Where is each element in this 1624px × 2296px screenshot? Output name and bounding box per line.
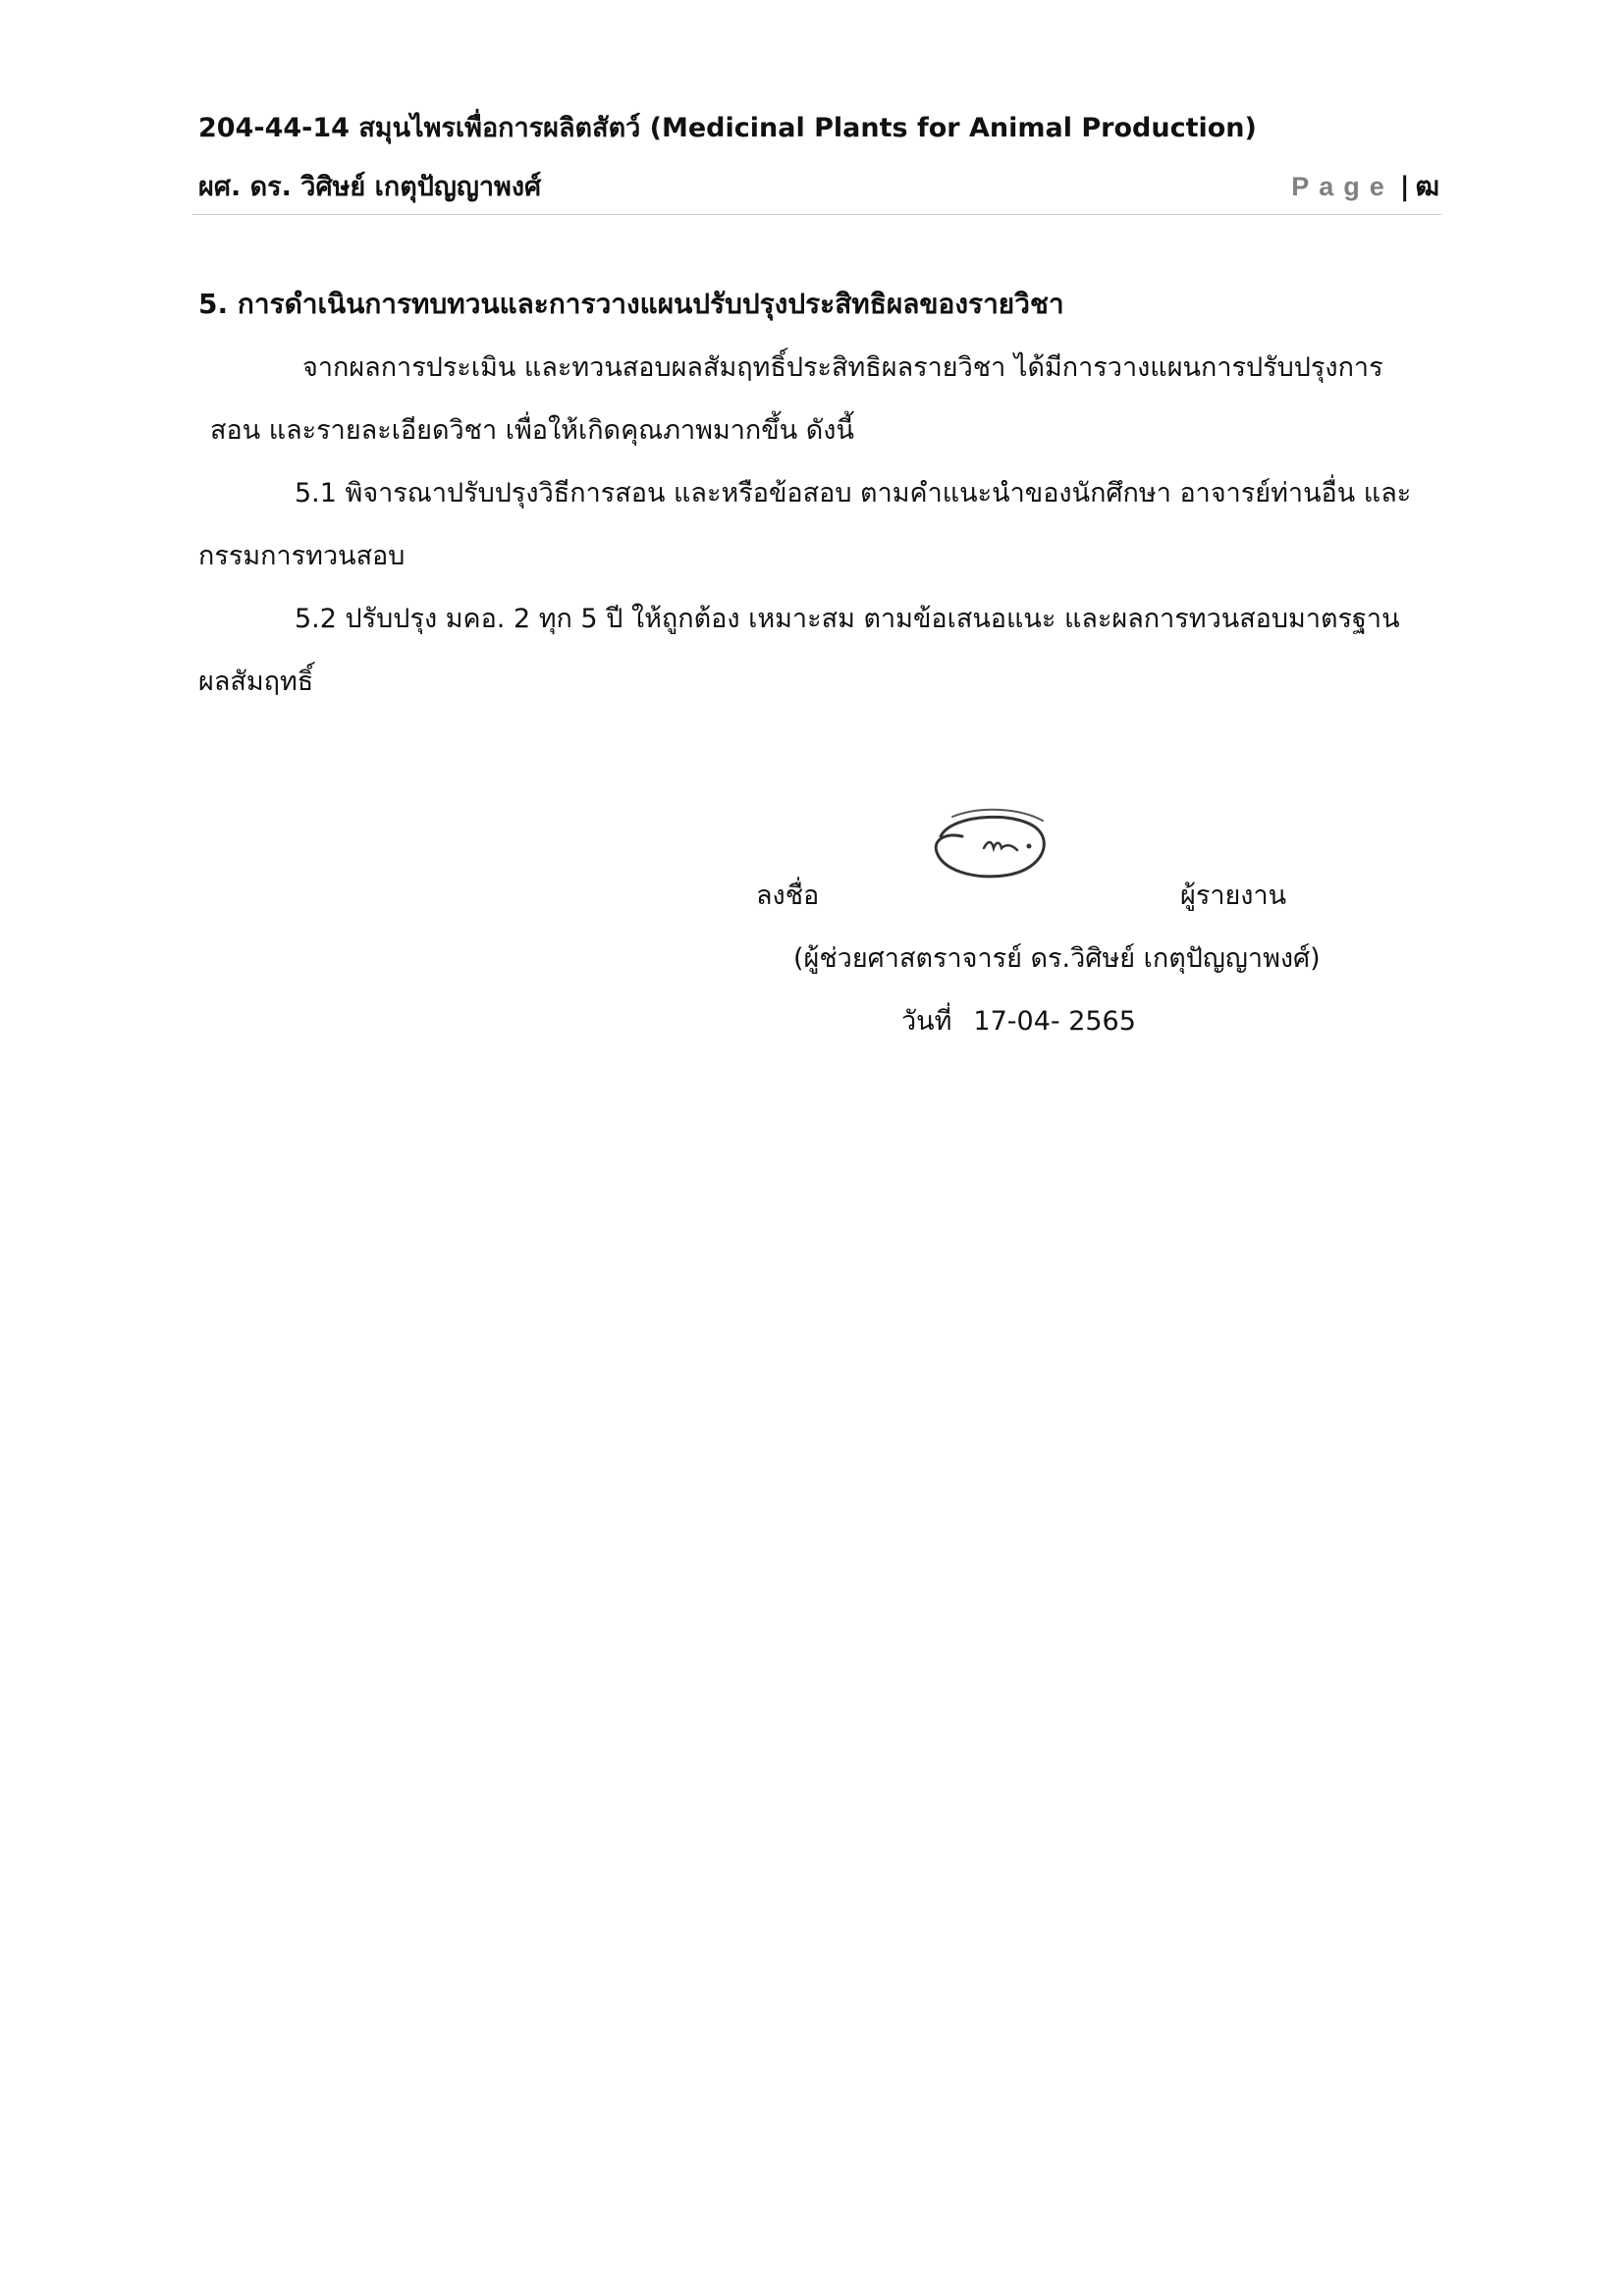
course-title: 204-44-14 สมุนไพรเพื่อการผลิตสัตว์ (Medicinal Plants for Animal Production) [198, 113, 1257, 143]
reporter-label: ผู้รายงาน [1180, 881, 1287, 911]
instructor-name: ผศ. ดร. วิศิษย์ เกตุปัญญาพงศ์ [198, 172, 542, 202]
handwritten-signature [923, 807, 1060, 885]
page-number: ฒ [1415, 172, 1439, 202]
item-5-1-line-2: กรรมการทวนสอบ [198, 541, 406, 571]
intro-paragraph-line-1: จากผลการประเมิน และทวนสอบผลสัมฤทธิ์ประสิทธิผลรายวิชา ได้มีการวางแผนการปรับปรุงการ [302, 352, 1383, 383]
page-indicator [1291, 165, 1439, 207]
item-5-2-line-2: ผลสัมฤทธิ์ [198, 667, 314, 697]
intro-paragraph-line-2: สอน และรายละเอียดวิชา เพื่อให้เกิดคุณภาพมากขึ้น ดังนี้ [210, 415, 854, 446]
header-divider [192, 214, 1441, 215]
date-value: 17-04- 2565 [973, 1006, 1136, 1037]
item-5-1-line-1: 5.1 พิจารณาปรับปรุงวิธีการสอน และหรือข้อสอบ ตามคำแนะนำของนักศึกษา อาจารย์ท่านอื่น และ [295, 478, 1412, 508]
sign-label: ลงชื่อ [756, 881, 820, 911]
date-label: วันที่ [901, 1006, 952, 1037]
item-5-2-line-1: 5.2 ปรับปรุง มคอ. 2 ทุก 5 ปี ให้ถูกต้อง เหมาะสม ตามข้อเสนอแนะ และผลการทวนสอบมาตรฐาน [295, 604, 1400, 634]
page-word: Page [1291, 172, 1394, 201]
page-separator: | [1399, 172, 1410, 202]
signer-name: (ผู้ช่วยศาสตราจารย์ ดร.วิศิษย์ เกตุปัญญาพงศ์) [793, 943, 1321, 974]
section-heading: 5. การดำเนินการทบทวนและการวางแผนปรับปรุงประสิทธิผลของรายวิชา [198, 288, 1064, 320]
date-line [901, 999, 1136, 1041]
